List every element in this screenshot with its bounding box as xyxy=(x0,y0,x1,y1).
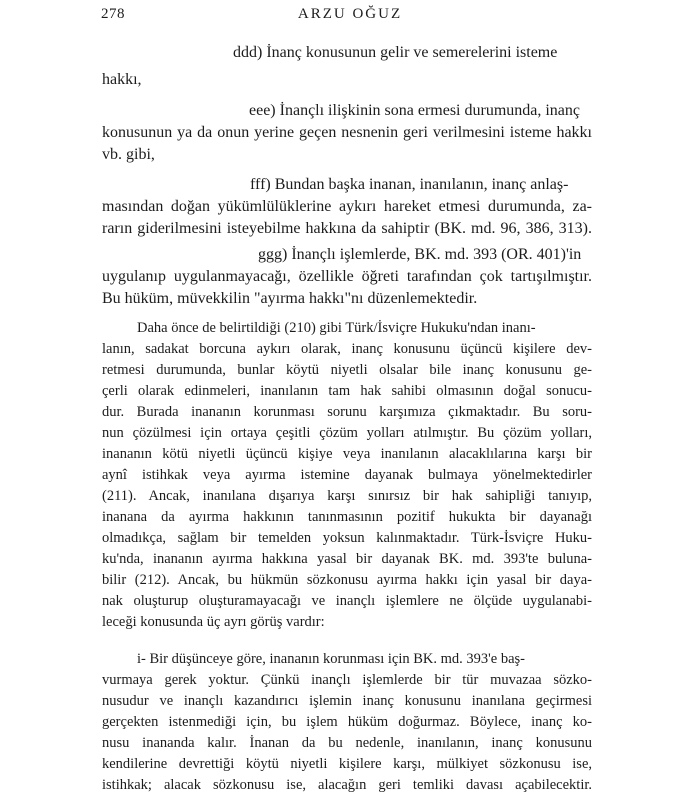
view-i-line-6: kendilerine devrettiği köytü niyetli kişilere karşı, mülkiyet sözkonusu ise, xyxy=(102,756,592,772)
item-ggg-line-1: ggg) İnançlı işlemlerde, BK. md. 393 (OR. 401)'in xyxy=(258,246,582,263)
item-ddd-line-1: ddd) İnanç konusunun gelir ve semerelerini isteme xyxy=(233,44,558,61)
view-i-line-4: gerçekten istenmediği için, bu işlem hüküm doğurmaz. Böylece, inanç ko- xyxy=(102,714,592,730)
paragraph-line-12: ku'nda, inananın ayırma hakkına yasal bir dayanak BK. md. 393'te buluna- xyxy=(102,551,592,567)
item-fff-line-2: masından doğan yükümlülüklerine aykırı hareket etmesi durumunda, za- xyxy=(102,198,592,215)
item-ggg-line-2: uygulanıp uygulanmayacağı, özellikle öğreti tarafından çok tartışılmıştır. xyxy=(102,268,592,285)
page-number: 278 xyxy=(101,6,125,22)
paragraph-line-3: retmesi durumunda, bunlar köytü niyetli olsalar bile inanç konusunu ge- xyxy=(102,362,592,378)
paragraph-line-11: olmadıkça, sağlam bir temelden yoksun kalınmaktadır. Türk-İsviçre Huku- xyxy=(102,530,592,546)
item-eee-line-3: vb. gibi, xyxy=(102,146,155,163)
paragraph-line-15: leceği konusunda üç ayrı görüş vardır: xyxy=(102,614,325,630)
paragraph-line-10: inanana da ayırma hakkının tanınmasının pozitif hukukta bir dayanağı xyxy=(102,509,592,525)
paragraph-line-2: lanın, sadakat borcuna aykırı olarak, inanç konusunu üçüncü kişilere dev- xyxy=(102,341,592,357)
view-i-line-2: vurmaya gerek yoktur. Çünkü inançlı işlemlerde bir tür muvazaa sözko- xyxy=(102,672,592,688)
item-ggg-line-3: Bu hüküm, müvekkilin "ayırma hakkı"nı düzenlemektedir. xyxy=(102,290,478,307)
item-eee-line-2: konusunun ya da onun yerine geçen nesnenin geri verilmesini isteme hakkı xyxy=(102,124,592,141)
item-ddd-line-2: hakkı, xyxy=(102,71,142,88)
view-i-line-7: istihkak; alacak sözkonusu ise, alacağın geri temliki davası açabilecektir. xyxy=(102,777,592,793)
item-fff-line-3: rarın giderilmesini isteyebilme hakkına da sahiptir (BK. md. 96, 386, 313). xyxy=(102,220,592,237)
item-eee-line-1: eee) İnançlı ilişkinin sona ermesi durumunda, inanç xyxy=(249,102,581,119)
paragraph-line-7: inananın kötü niyetli üçüncü kişiye veya inanılanın alacaklılarına karşı bir xyxy=(102,446,592,462)
view-i-line-3: nusudur ve inançlı kazandırıcı işlemin inanç konusunu inanılana geçirmesi xyxy=(102,693,592,709)
paragraph-line-13: bilir (212). Ancak, bu hükmün sözkonusu ayırma hakkı için yasal bir daya- xyxy=(102,572,592,588)
paragraph-line-9: (211). Ancak, inanılana dışarıya karşı sınırsız bir hak sahipliği tanıyıp, xyxy=(102,488,592,504)
running-head: ARZU OĞUZ xyxy=(297,6,403,22)
paragraph-line-5: dur. Burada inananın korunması sorunu karşımıza çıkmaktadır. Bu soru- xyxy=(102,404,592,420)
view-i-line-5: nusu inananda kalır. İnanan da bu nedenle, inanılanın, inanç konusunu xyxy=(102,735,592,751)
paragraph-line-6: nun çözülmesi için ortaya çeşitli çözüm yolları atılmıştır. Bu çözüm yolları, xyxy=(102,425,592,441)
paragraph-line-1: Daha önce de belirtildiği (210) gibi Türk/İsviçre Hukuku'ndan inanı- xyxy=(137,320,536,336)
page-header xyxy=(0,4,700,26)
paragraph-line-14: nak oluşturup oluşturamayacağı ve inançlı işlemlere ne ölçüde uygulanabi- xyxy=(102,593,592,609)
view-i-line-1: i- Bir düşünceye göre, inananın korunması için BK. md. 393'e baş- xyxy=(137,651,525,667)
paragraph-line-8: aynî istihkak veya ayırma istemine dayanak bulmaya yönelmektedirler xyxy=(102,467,592,483)
paragraph-line-4: çerli olarak edinmeleri, inanılanın tam hak sahibi olmasının doğal sonucu- xyxy=(102,383,592,399)
item-fff-line-1: fff) Bundan başka inanan, inanılanın, inanç anlaş- xyxy=(250,176,569,193)
